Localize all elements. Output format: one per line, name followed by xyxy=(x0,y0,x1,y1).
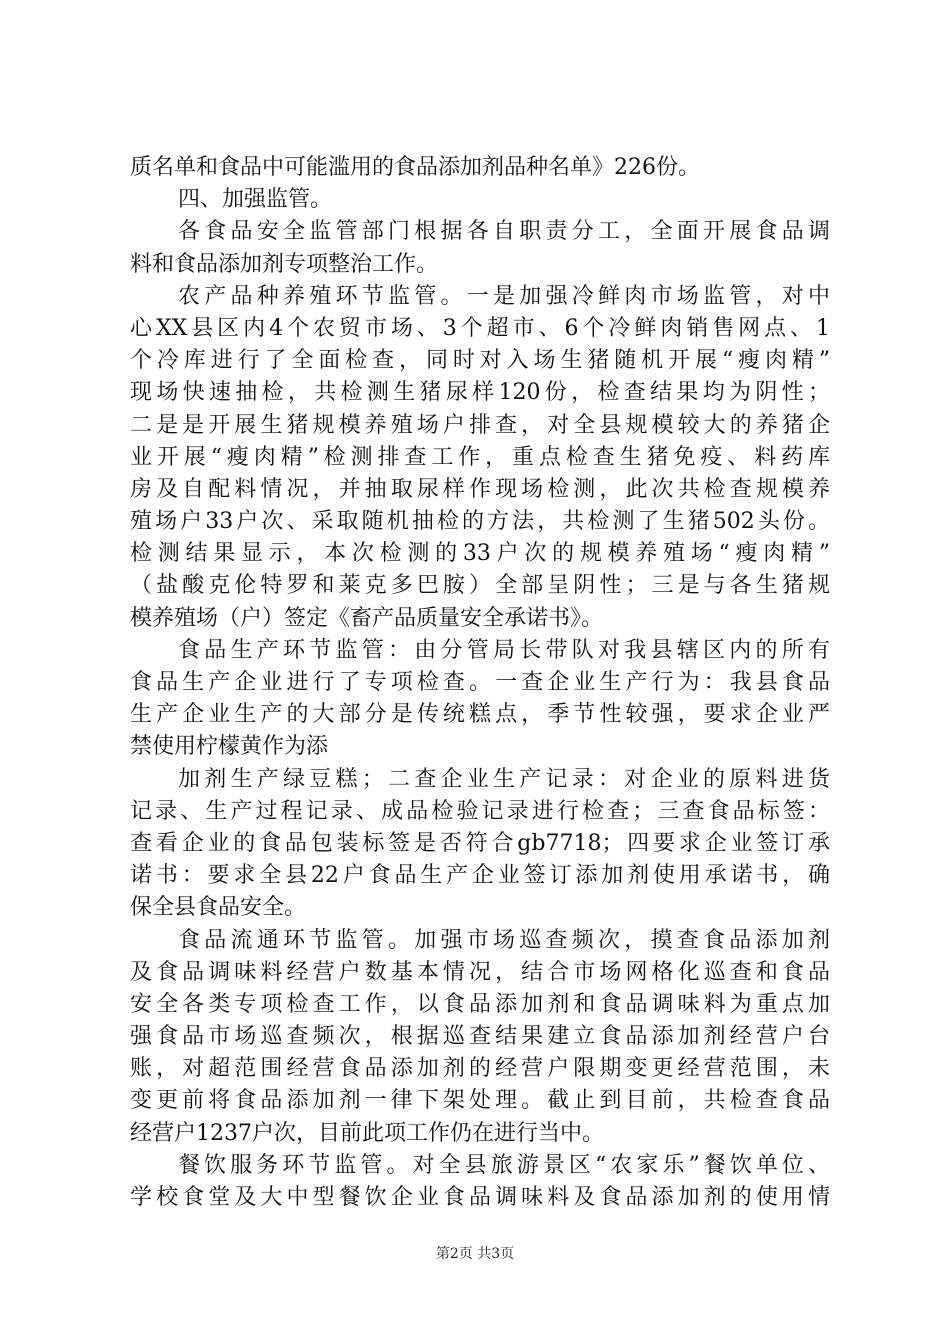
text-line: 加剂生产绿豆糕；二查企业生产记录：对企业的原料进货 xyxy=(178,766,830,792)
section-heading: 四、加强监管。 xyxy=(178,187,333,213)
text-line: 经营户1237户次，目前此项工作仍在进行当中。 xyxy=(130,1120,604,1146)
text-line: 记录、生产过程记录、成品检验记录进行检查；三查食品标签： xyxy=(130,798,830,824)
text-line: 各食品安全监管部门根据各自职责分工，全面开展食品调 xyxy=(178,219,830,245)
text-line: 变更前将食品添加剂一律下架处理。截止到目前，共检查食品 xyxy=(130,1088,830,1114)
text-line: 保全县食品安全。 xyxy=(130,895,307,921)
text-line: 诺书：要求全县22户食品生产企业签订添加剂使用承诺书，确 xyxy=(130,863,830,889)
text-line: 农产品种养殖环节监管。一是加强冷鲜肉市场监管，对中 xyxy=(178,283,830,309)
text-line: 质名单和食品中可能滥用的食品添加剂品种名单》226份。 xyxy=(130,155,700,180)
text-line: 二是是开展生猪规模养殖场户排查，对全县规模较大的养猪企 xyxy=(130,412,830,438)
document-body xyxy=(130,152,830,1214)
text-line: 殖场户33户次、采取随机抽检的方法，共检测了生猪502头份。 xyxy=(130,509,830,535)
page-number-footer: 第2页 共3页 xyxy=(435,1246,515,1262)
text-line: 模养殖场（户）签定《畜产品质量安全承诺书》。 xyxy=(130,605,604,631)
text-line: 生产企业生产的大部分是传统糕点，季节性较强，要求企业严 xyxy=(130,702,830,728)
text-line: 食品流通环节监管。加强市场巡查频次，摸查食品添加剂 xyxy=(178,927,830,953)
text-line: 食品生产环节监管：由分管局长带队对我县辖区内的所有 xyxy=(178,637,830,663)
text-line: 检测结果显示，本次检测的33户次的规模养殖场“瘦肉精” xyxy=(130,541,830,567)
text-line: 餐饮服务环节监管。对全县旅游景区“农家乐”餐饮单位、 xyxy=(178,1152,830,1178)
text-line: 心XX县区内4个农贸市场、3个超市、6个冷鲜肉销售网点、1 xyxy=(130,315,830,341)
text-line: 现场快速抽检，共检测生猪尿样120份，检查结果均为阴性； xyxy=(130,380,830,406)
text-line: （盐酸克伦特罗和莱克多巴胺）全部呈阴性；三是与各生猪规 xyxy=(130,573,830,599)
text-line: 账，对超范围经营食品添加剂的经营户限期变更经营范围，未 xyxy=(130,1056,830,1082)
text-line: 房及自配料情况，并抽取尿样作现场检测，此次共检查规模养 xyxy=(130,476,830,502)
text-line: 安全各类专项检查工作，以食品添加剂和食品调味料为重点加 xyxy=(130,991,830,1017)
text-line: 禁使用柠檬黄作为添 xyxy=(130,734,329,760)
text-line: 个冷库进行了全面检查，同时对入场生猪随机开展“瘦肉精” xyxy=(130,348,830,374)
text-line: 料和食品添加剂专项整治工作。 xyxy=(130,251,439,277)
text-line: 食品生产企业进行了专项检查。一查企业生产行为：我县食品 xyxy=(130,670,830,695)
text-line: 业开展“瘦肉精”检测排查工作，重点检查生猪免疫、料药库 xyxy=(130,444,830,470)
text-line: 学校食堂及大中型餐饮企业食品调味料及食品添加剂的使用情 xyxy=(130,1185,830,1210)
text-line: 及食品调味料经营户数基本情况，结合市场网格化巡查和食品 xyxy=(130,959,830,985)
text-line: 查看企业的食品包装标签是否符合gb7718；四要求企业签订承 xyxy=(130,830,830,856)
text-line: 强食品市场巡查频次，根据巡查结果建立食品添加剂经营户台 xyxy=(130,1024,830,1050)
